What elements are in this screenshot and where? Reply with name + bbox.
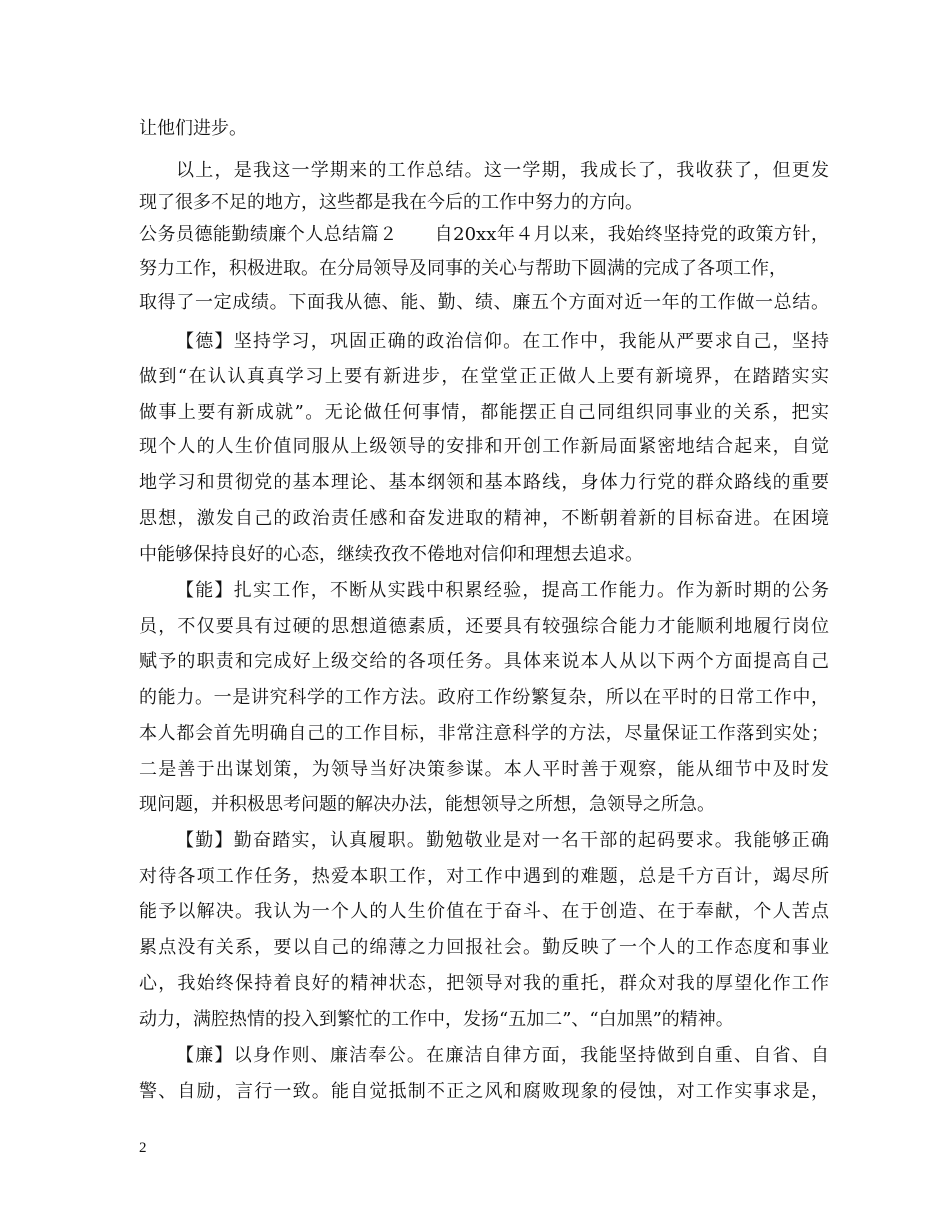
paragraph-first-line: 【廉】以身作则、廉洁奉公。在廉洁自律方面，我能坚持做到自重、自省、自: [176, 1045, 829, 1066]
text-line: 员，不仅要具有过硬的思想道德素质，还要具有较强综合能力才能顺利地履行岗位: [139, 616, 829, 637]
paragraph-first-line: 【勤】勤奋踏实，认真履职。勤勉敬业是对一名干部的起码要求。我能够正确: [176, 830, 829, 851]
text-line: 赋予的职责和完成好上级交给的各项任务。具体来说本人从以下两个方面提高自己: [139, 651, 829, 672]
text-line: 取得了一定成绩。下面我从德、能、勤、绩、廉五个方面对近一年的工作做一总结。: [139, 292, 829, 313]
text-line: 现问题，并积极思考问题的解决办法，能想领导之所想，急领导之所急。: [139, 794, 715, 815]
page-number: 2: [139, 1140, 147, 1156]
text-line: 做事上要有新成就”。无论做任何事情，都能摆正自己同组织同事业的关系，把实: [139, 402, 829, 423]
paragraph-first-line: 【能】扎实工作，不断从实践中积累经验，提高工作能力。作为新时期的公务: [176, 580, 829, 601]
text-line: 现个人的人生价值同服从上级领导的安排和开创工作新局面紧密地结合起来，自觉: [139, 436, 829, 457]
text-line: 让他们进步。: [139, 118, 247, 139]
text-line: 中能够保持良好的心态，继续孜孜不倦地对信仰和理想去追求。: [139, 544, 643, 565]
text-line: 做到“在认认真真学习上要有新进步，在堂堂正正做人上要有新境界，在踏踏实实: [139, 366, 829, 387]
text-line: 累点没有关系，要以自己的绵薄之力回报社会。勤反映了一个人的工作态度和事业: [139, 937, 829, 958]
text-line: 现了很多不足的地方，这些都是我在今后的工作中努力的方向。: [139, 192, 643, 213]
text-line: 思想，激发自己的政治责任感和奋发进取的精神，不断朝着新的目标奋进。在困境: [139, 508, 829, 529]
paragraph-first-line: 【德】坚持学习，巩固正确的政治信仰。在工作中，我能从严要求自己，坚持: [176, 331, 829, 352]
section-heading-line: 公务员德能勤绩廉个人总结篇２ 自20xx年４月以来，我始终坚持党的政策方针，: [139, 224, 829, 245]
paragraph-first-line: 以上，是我这一学期来的工作总结。这一学期，我成长了，我收获了，但更发: [176, 160, 829, 181]
text-line: 能予以解决。我认为一个人的人生价值在于奋斗、在于创造、在于奉献，个人苦点: [139, 901, 829, 922]
text-line: 地学习和贯彻党的基本理论、基本纲领和基本路线，身体力行党的群众路线的重要: [139, 472, 829, 493]
text-line: 的能力。一是讲究科学的工作方法。政府工作纷繁复杂，所以在平时的日常工作中，: [139, 687, 829, 708]
text-line: 心，我始终保持着良好的精神状态，把领导对我的重托，群众对我的厚望化作工作: [139, 973, 829, 994]
text-line: 动力，满腔热情的投入到繁忙的工作中，发扬“五加二”、“白加黑”的精神。: [139, 1009, 734, 1030]
text-line: 努力工作，积极进取。在分局领导及同事的关心与帮助下圆满的完成了各项工作，: [139, 258, 787, 279]
text-line: 二是善于出谋划策，为领导当好决策参谋。本人平时善于观察，能从细节中及时发: [139, 759, 829, 780]
text-line: 本人都会首先明确自己的工作目标，非常注意科学的方法，尽量保证工作落到实处；: [139, 723, 829, 744]
text-line: 对待各项工作任务，热爱本职工作，对工作中遇到的难题，总是千方百计，竭尽所: [139, 866, 829, 887]
text-line: 警、自励，言行一致。能自觉抵制不正之风和腐败现象的侵蚀，对工作实事求是，: [139, 1081, 829, 1102]
